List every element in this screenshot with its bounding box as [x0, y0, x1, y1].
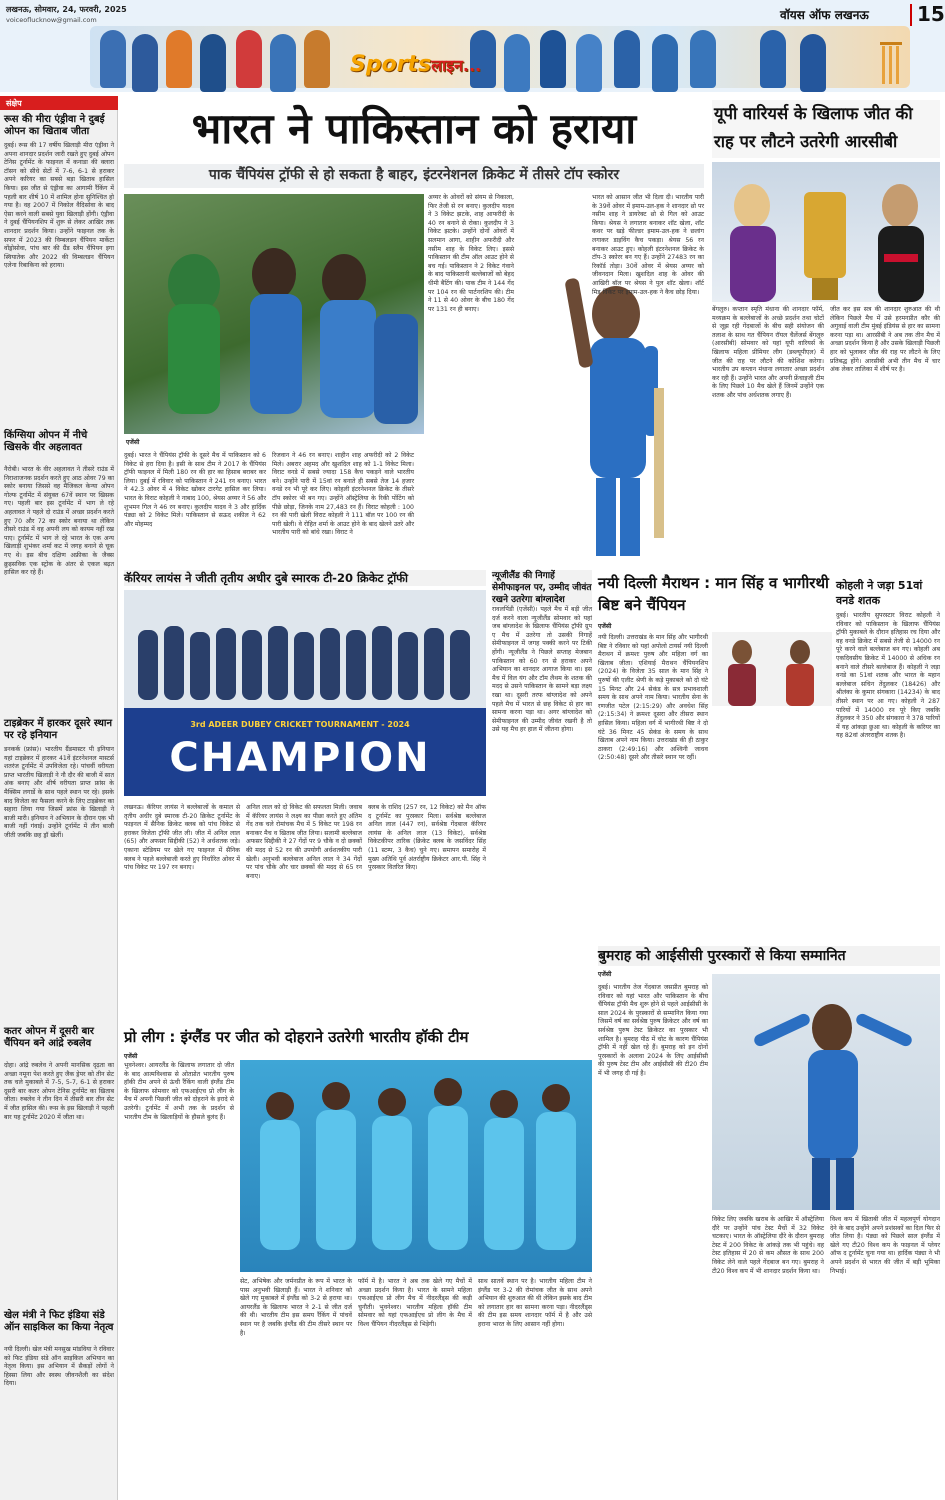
hockey-col-2: सेट, अभिषेक और जर्मनप्रीत के रूप में भारत के पास अनुभवी खिलाड़ी हैं। भारत ने शनिवार को खेले गए मुकाबले में इंग्लैंड को 3-2 से हराया था। आयरलैंड के खिलाफ भारत ने 2-1 से जीत दर्ज की थी। भारतीय टीम इस समय रैंकिंग में पांचवें स्थान पर है जबकि इंग्लैंड की टीम तीसरे स्थान पर है। — [240, 1278, 352, 1337]
brief-body: दोहा। आंद्रे रुबलेव ने अपनी मानसिक दृढ़ता का अच्छा नमूना पेश करते हुए जैक ड्रेपर को तीन सेट तक चले मुकाबले में 7-5, 5-7, 6-1 से हराकर दूसरी बार कतर ओपन टेनिस टूर्नामेंट का खिताब जीता। रुबलेव ने तीन दिन में तीसरी बार तीन सेट में जीत हासिल की। रूस के इस खिलाड़ी ने पहली बार यह टूर्नामेंट 2020 में जीता था। — [4, 1062, 114, 1121]
main-headline[interactable]: भारत ने पाकिस्तान को हराया — [191, 104, 637, 153]
hockey-credit: एजेंसी — [124, 1053, 138, 1060]
brief-headline[interactable]: कतर ओपन में दूसरी बार चैंपियन बने आंद्रे रुबलेव — [4, 1026, 94, 1049]
section-title: Sportsलाइन... — [350, 52, 482, 77]
player-figure — [166, 30, 192, 88]
player-figure — [270, 34, 296, 92]
bumrah-col-2: विकेट लिए जबकि खराब के आखिर में ऑस्ट्रेलिया दौरे पर उन्होंने पांच टेस्ट मैचों में 32 विकेट चटकाए। भारत के ऑस्ट्रेलिया दौरे के दौरान बुमराह टेस्ट में 200 विकेट के आंकड़े तक भी पहुंचे। वह टेस्ट इतिहास में 20 से कम औसत के साथ 200 विकेट लेने वाले पहले गेंदबाज बन गए। बुमराह ने टी20 विश्व कप में भी शानदार प्रदर्शन किया था। — [712, 1216, 824, 1275]
hockey-headline[interactable]: प्रो लीग : इंग्लैंड पर जीत को दोहराने उतरेगी भारतीय हॉकी टीम — [124, 1028, 469, 1046]
kohli-celebration-photo — [516, 258, 712, 556]
kohli-headline[interactable]: कोहली ने जड़ा 51वां वनडे शतक — [836, 579, 923, 607]
dateline: लखनऊ, सोमवार, 24, फरवरी, 2025 — [6, 5, 127, 14]
bumrah-celebration-photo — [712, 974, 940, 1210]
bumrah-headline[interactable]: बुमराह को आईसीसी पुरस्कारों से किया सम्मानित — [598, 946, 940, 966]
marathon-credit: एजेंसी — [598, 623, 612, 630]
main-story-col-1: दुबई। भारत ने चैंपियंस ट्रॉफी के दूसरे मैच में पाकिस्तान को 6 विकेट से हरा दिया है। इसी के साथ टीम ने 2017 के चैंपियंस ट्रॉफी फाइनल में मिली 180 रन की हार का हिसाब बराबर कर लिया। दुबई में रविवार को पाकिस्तान ने 241 रन बनाए। भारत ने 42.3 ओवर में 4 विकेट खोकर टारगेट हासिल कर लिया। भारत के विराट कोहली ने नाबाद 100, श्रेयस अय्यर ने 56 और शुभमन गिल ने 46 रन बनाए। कुलदीप यादव ने 3 और हार्दिक पंड्या को 2 विकेट मिले। पाकिस्तान से सऊद शकील ने 62 और मोहम्मद — [124, 452, 266, 528]
player-figure — [576, 34, 602, 92]
player-figure — [800, 34, 826, 92]
player-figure — [200, 34, 226, 92]
player-figure — [236, 30, 262, 88]
marathon-headline[interactable]: नयी दिल्ली मैराथन : मान सिंह व भागीरथी बिष्ट बने चैंपियन — [598, 574, 829, 614]
brief-headline[interactable]: टाइब्रेकर में हारकर दूसरे स्थान पर रहे इनियान — [4, 718, 113, 741]
champion-col-1: लखनऊ। कॅरियर लायंस ने बल्लेबाजों के कमाल से तृतीय अधीर दुबे स्मारक टी-20 क्रिकेट टूर्नामेंट के फाइनल में सैनिक क्रिकेट क्लब को पांच विकेट से हराकर विजेता ट्रॉफी जीत ली। जीत में अनिल लाल (65) और अफसर सिद्दीकी (52) ने अर्धशतक जड़े। एकाना स्टेडियम पर खेले गए फाइनल में सैनिक क्लब ने पहले बल्लेबाजी करते हुए निर्धारित ओवर में पांच विकेट पर 197 रन बनाए। — [124, 804, 240, 872]
page-number: 15 — [917, 2, 945, 26]
hockey-col-3: फॉर्म में है। भारत ने अब तक खेले गए मैचों में अच्छा प्रदर्शन किया है। भारत के सामने महिला एफआईएच प्रो लीग मैच में नीदरलैंड्स की कड़ी चुनौती। भुवनेश्वर। भारतीय महिला हॉकी टीम सोमवार को यहां एफआईएच प्रो लीग के मैच में विश्व चैंपियन नीदरलैंड्स से भिड़ेगी। — [358, 1278, 472, 1328]
player-figure — [540, 30, 566, 88]
rcb-story-col-1: बेंगलुरु। कप्तान स्मृति मंधाना की शानदार फॉर्म, मध्यक्रम के बल्लेबाजों के अच्छे प्रदर्शन तथा चोटों से जूझ रही गेंदबाजों के बीच सही संयोजन की तलाश के साथ गत चैंपियन रॉयल चैलेंजर्स बेंगलुरु (आरसीबी) सोमवार को यहां यूपी वारियर्स के खिलाफ महिला प्रीमियर लीग (डब्ल्यूपीएल) में जीत की राह पर लौटने की कोशिश करेगा। भारतीय उप कप्तान मंधाना लगातार अच्छा प्रदर्शन कर रही हैं। उन्होंने भारत और अपनी फ्रेंचाइजी टीम के लिए पिछले 10 मैच खेले हैं जिनमें उन्होंने एक शतक और पांच अर्धशतक लगाए हैं। — [712, 306, 824, 399]
champion-banner-word: CHAMPION — [169, 735, 431, 781]
briefs-column — [0, 96, 118, 1500]
bumrah-col-1: दुबई। भारतीय तेज गेंदबाज जसप्रीत बुमराह को रविवार को यहां भारत और पाकिस्तान के बीच चैंपियंस ट्रॉफी मैच शुरू होने से पहले आईसीसी के साल 2024 के पुरस्कारों से सम्मानित किया गया जिसमें वर्ष का सर्वश्रेष्ठ पुरुष क्रिकेटर और वर्ष का सर्वश्रेष्ठ पुरुष टेस्ट क्रिकेटर का पुरस्कार भी शामिल है। बुमराह पीठ में चोट के कारण चैंपियंस ट्रॉफी में नहीं खेल रहे हैं। बुमराह को इन दोनों पुरस्कारों के अलावा 2024 के लिए आईसीसी की पुरुष टेस्ट टीम और आईसीसी की टी20 टीम में भी जगह दी गई है। — [598, 984, 708, 1077]
main-story-col-4: भारत को आसान जीत भी दिला दी। भारतीय पारी के 39वें ओवर में इमाम-उल-हक ने शानदार थ्रो पर नसीम शाह ने डायरेक्ट थ्रो से गिल को आउट किया। श्रेयस ने लगातार बनाकर शॉट खेला, शॉट कवर पर खड़े फील्डर इमाम-उल-हक ने छलांग लगाकर डाइविंग कैच पकड़ा। श्रेयस 56 रन बनाकर आउट हुए। कोहली इंटरनेशनल क्रिकेट के टॉप-3 स्कोरर बन गए हैं। उन्होंने 27483 रन का रिकॉर्ड तोड़ा। 30वें ओवर में श्रेयस अय्यर को जीवनदान मिला। खुशदिल शाह के ओवर की आखिरी बॉल पर श्रेयस ने पुल शॉट खेला। शॉर्ट मिड विकेट पर इमाम-उल-हक ने कैच छोड़ दिया। — [592, 194, 704, 296]
marathon-col-1: नयी दिल्ली। उत्तराखंड के मान सिंह और भागीरथी बिष्ट ने रविवार को यहां अपोलो टायर्स नयी दिल्ली मैराथन में क्रमशः पुरुष और महिला वर्ग का खिताब जीता। एशियाई मैराथन चैंपियनशिप (2024) के विजेता 35 साल के मान सिंह ने पुरुषों की एलीट श्रेणी के कड़े मुकाबले को दो घंटे 15 मिनट और 24 सेकंड के सत्र प्रभावशाली समय के साथ अपने नाम किया। भारतीय सेना के रणजीत पटेल (2:15:29) और अवधेश सिंह (2:15:34) ने क्रमशः दूसरा और तीसरा स्थान हासिल किया। महिला वर्ग में भागीरथी बिष्ट ने दो घंटे 36 मिनट 45 सेकंड के समय के साथ खिताब अपने नाम किया। उत्तराखंड की ही ठाकुर ठाकरा (2:49:16) और अश्विनी जाधव (2:50:48) दूसरे और तीसरे स्थान पर रहीं। — [598, 634, 708, 762]
hockey-col-1: भुवनेश्वर। आयरलैंड के खिलाफ लगातार दो जीत के बाद आत्मविश्वास से ओतप्रोत भारतीय पुरुष हॉकी टीम अपने से ऊंची रैंकिंग वाली इंग्लैंड टीम के खिलाफ सोमवार को एफआईएच प्रो लीग के मैच में अपनी पिछली जीत को दोहराने के इरादे से उतरेगी। टूर्नामेंट में अभी तक के प्रदर्शन से भारतीय टीम के खिलाड़ियों के हौसले बुलंद हैं। — [124, 1062, 234, 1121]
brief-body: दुबई। रूस की 17 वर्षीय खिलाड़ी मीरा एंड्रीवा ने अपना शानदार प्रदर्शन जारी रखते हुए दुबई ओपन टेनिस टूर्नामेंट के फाइनल में कनाडा की क्लारा टॉसन को सीधे सेटों में 7-6, 6-1 से हराकर अपने करियर का सबसे बड़ा खिताब हासिल किया। इस जीत से एंड्रीवा का आगामी रैंकिंग में पहली बार शीर्ष 10 में शामिल होना सुनिश्चित हो गया है। वह 2007 में निकोल वैदिसोवा के बाद ऐसा करने वाली सबसे युवा खिलाड़ी होंगी। एंड्रीवा ने दुबई चैंपियनशिप में शुरू से लेकर आखिर तक शानदार प्रदर्शन किया। उन्होंने फाइनल तक के सफर में 2023 की विम्बलडन चैंपियन मार्केटा वोंड्रोसोवा, पांच बार की ग्रैंड स्लैम चैंपियन इगा स्वियातेक और 2022 की विम्बलडन चैंपियन एलेना रिबाकिना को हराया। — [4, 142, 114, 270]
player-figure — [652, 34, 678, 92]
champion-col-2: अनिल लाल को दो विकेट की सफलता मिली। जवाब में कॅरियर लायंस ने लक्ष्य का पीछा करते हुए अंतिम गेंद तक चले रोमांचक मैच में 5 विकेट पर 198 रन बनाकर मैच व खिताब जीत लिया। सलामी बल्लेबाज अफसर सिद्दीकी ने 27 गेंदों पर 9 चौके व दो छक्कों की मदद से 52 रन की उपयोगी अर्धशतकीय पारी खेली। अनुभवी बल्लेबाज अनिल लाल ने 34 गेंदों पर पांच चौके और चार छक्कों की मदद से 65 रन बनाए। — [246, 804, 362, 880]
marathon-winners-photo — [712, 632, 832, 706]
champion-banner-line: 3rd ADEER DUBEY CRICKET TOURNAMENT - 2024 — [190, 720, 410, 729]
brief-headline[interactable]: किंग्सिया ओपन में नीचे खिसके वीर अहलावत — [4, 430, 88, 453]
player-figure — [614, 30, 640, 88]
kohli-story: दुबई। भारतीय सुपरस्टार विराट कोहली ने रविवार को पाकिस्तान के खिलाफ चैंपियंस ट्रॉफी मुकाबले के दौरान इतिहास रच दिया और वह वनडे क्रिकेट में सबसे तेजी से 14000 रन पूरे करने वाले बल्लेबाज बन गए। कोहली अब एकदिवसीय क्रिकेट में 14000 से अधिक रन बनाने वाले तीसरे बल्लेबाज हैं। कोहली ने जड़ा वनडे का 51वां शतक और भारत के महान बल्लेबाज सचिन तेंदुलकर (18426) और श्रीलंका के कुमार संगकारा (14234) के बाद तीसरे स्थान पर आ गए। कोहली ने 287 पारियों में 14000 रन पूरे किए जबकि तेंदुलकर ने 350 और संगकारा ने 378 पारियों में यह आंकड़ा छुआ था। कोहली के करियर का यह 82वां अंतरराष्ट्रीय शतक है। — [836, 612, 941, 740]
stumps-icon — [880, 40, 902, 84]
brief-body: डनकर्क (फ्रांस)। भारतीय ग्रैंडमास्टर पी इनियान यहां टाइब्रेकर में हारकर 41वें इंटरनेशनल मास्टर्स शतरंज टूर्नामेंट में उपविजेता रहे। पांचवीं वरीयता प्राप्त भारतीय खिलाड़ी ने नौ दौर की बाजी में सात अंक बनाए और शीर्ष वरीयता प्राप्त फ्रांस के मैक्सिम लगार्डे के साथ पहले स्थान पर रहे। इसके बाद विजेता का फैसला करने के लिए टाइब्रेकर का सहारा लिया गया जिसमें फ्रांस के खिलाड़ी ने बाजी मारी। इनियान ने अभियान के दौरान एक भी बाजी नहीं गंवाई। उन्होंने टूर्नामेंट में तीन बाजी जीती जबकि छह ड्रॉ खेलीं। — [4, 746, 114, 839]
masthead — [0, 0, 945, 92]
brief-body: नयी दिल्ली। खेल मंत्री मनसुख मांडविया ने रविवार को फिट इंडिया संडे ऑन साइकिल अभियान का नेतृत्व किया। इस अभियान में सैकड़ों लोगों ने हिस्सा लिया और स्वस्थ जीवनशैली का संदेश दिया। — [4, 1346, 114, 1388]
player-figure — [760, 30, 786, 88]
brief-headline[interactable]: रूस की मीरा एंड्रीवा ने दुबई ओपन का खिताब जीता — [4, 114, 105, 137]
nz-headline[interactable]: न्यूजीलैंड की निगाहें सेमीफाइनल पर, उम्मीद जीवंत रखने उतरेगा बांग्लादेश — [492, 571, 592, 605]
brief-body: नैरोबी। भारत के वीर अहलावत ने तीसरे राउंड में निराशाजनक प्रदर्शन करते हुए आठ ओवर 79 का स्कोर बनाया जिससे वह मैजिकल केन्या ओपन गोल्फ टूर्नामेंट में संयुक्त 67वें स्थान पर खिसक गए। पहली बार इस टूर्नामेंट में भाग ले रहे अहलावत ने पहले दो राउंड में अच्छा प्रदर्शन करते हुए 70 और 72 का स्कोर बनाया था लेकिन तीसरे राउंड में वह अपनी लय को कायम नहीं रख पाए। टूर्नामेंट में भाग ले रहे भारत के एक अन्य खिलाड़ी शुभंकर शर्मा कट में जगह बनाने से चूक गए थे। इस बीच दक्षिण अफ्रीका के जैक्स क्रुइसविक एक स्ट्रोक के अंतर से एकल बढ़त हासिल कर रहे हैं। — [4, 466, 114, 577]
player-figure — [132, 34, 158, 92]
champion-col-3: क्लब के राशिद (257 रन, 12 विकेट) को मैन ऑफ द टूर्नामेंट का पुरस्कार मिला। सर्वश्रेष्ठ बल्लेबाज अनिल लाल (447 रन), सर्वश्रेष्ठ गेंदबाज कॅरियर लायंस के अनिल लाल (13 विकेट), सर्वश्रेष्ठ विकेटकीपर तारिक (क्रिकेट क्लब के जसविंदर सिंह (11 स्टम्प, 3 कैच) चुने गए। समापन समारोह में मुख्य अतिथि पूर्व अंतर्राष्ट्रीय क्रिकेटर आर.पी. सिंह ने पुरस्कार वितरित किए। — [368, 804, 486, 872]
bumrah-col-3: विश्व कप में खिताबी जीत में महत्वपूर्ण योगदान देने के बाद उन्होंने अपने प्रशंसकों का दिल फिर से जीत लिया है। पंड्या को पिछले साल इंग्लैंड में खेले गए टी20 विश्व कप के फाइनल में प्लेयर ऑफ द टूर्नामेंट चुना गया था। हार्दिक पंड्या ने भी अपने प्रदर्शन से भारत की जीत में बड़ी भूमिका निभाई। — [830, 1216, 940, 1275]
newspaper-brand: वॉयस ऑफ लखनऊ — [780, 8, 869, 22]
rcb-headline[interactable]: यूपी वारियर्स के खिलाफ जीत की राह पर लौटने उतरेगी आरसीबी — [712, 100, 940, 158]
player-figure — [504, 34, 530, 92]
champion-headline[interactable]: कॅरियर लायंस ने जीती तृतीय अधीर दुबे स्मारक टी-20 क्रिकेट ट्रॉफी — [124, 570, 486, 586]
player-figure — [690, 30, 716, 88]
team-huddle-photo — [124, 194, 424, 434]
rcb-story-col-2: जीत कर इस सत्र की शानदार शुरुआत की थी लेकिन पिछले मैच में उसे हरमनप्रीत कौर की अगुवाई वाली टीम मुंबई इंडियंस से हार का सामना करना पड़ा था। आरसीबी ने अब तक तीन मैच में अच्छा प्रदर्शन किया है और उसके खिलाड़ी पिछली हार को भुलाकर जीत की राह पर लौटने के लिए प्रतिबद्ध होंगे। आरसीबी अभी तीन मैच में चार अंक लेकर तालिका में शीर्ष पर है। — [830, 306, 940, 374]
hockey-col-4: साथ सातवें स्थान पर है। भारतीय महिला टीम ने इंग्लैंड पर 3-2 की रोमांचक जीत के साथ अपने अभियान की शुरुआत की थी लेकिन इसके बाद टीम को लगातार हार का सामना करना पड़ा। नीदरलैंड्स की टीम इस समय शानदार फॉर्म में है और उसे हराना भारत के लिए आसान नहीं होगा। — [478, 1278, 592, 1328]
photo-credit: एजेंसी — [126, 439, 140, 446]
briefs-tag: संक्षेप — [0, 96, 118, 110]
player-figure — [304, 30, 330, 88]
contact-email[interactable]: voiceoflucknow@gmail.com — [6, 16, 97, 24]
brand-separator — [910, 4, 912, 26]
bumrah-credit: एजेंसी — [598, 971, 612, 978]
brief-headline[interactable]: खेल मंत्री ने फिट इंडिया संडे ऑन साइकिल का किया नेतृत्व — [4, 1310, 114, 1333]
main-story-col-2: रिजवान ने 46 रन बनाए। शाहीन शाह अफरीदी को 2 विकेट मिले। अबरार अहमद और खुशदिल शाह को 1-1 विकेट मिला। विराट वनडे में सबसे ज्यादा 158 कैच पकड़ने वाले भारतीय बने। उन्होंने पारी में 15वां रन बनाते ही सबसे तेज 14 हजार वनडे रन भी पूरे कर लिए। कोहली इंटरनेशनल क्रिकेट के तीसरे टॉप स्कोरर भी बन गए। उन्होंने ऑस्ट्रेलिया के रिकी पोंटिंग को पीछे छोड़ा, जिनके नाम 27,483 रन हैं। विराट कोहली : 100 रन की पारी खेली विराट कोहली ने 111 बॉल पर 100 रन की पारी खेली। वे रोहित शर्मा के आउट होने के बाद खेलने उतरे और भारतीय पारी को बांधे रखा। विराट ने — [272, 452, 414, 537]
nz-story: रावलपिंडी (एजेंसी)। पहले मैच में बड़ी जीत दर्ज करने वाला न्यूजीलैंड सोमवार को यहां जब बांग्लादेश के खिलाफ चैंपियंस ट्रॉफी ग्रुप ए मैच में उतरेगा तो उसकी निगाहें सेमीफाइनल में जगह पक्की करने पर टिकी होंगी। न्यूजीलैंड ने पिछले सप्ताह मेजबान पाकिस्तान को 60 रन से हराकर अपने अभियान का शानदार आगाज किया था। इस मैच में विल यंग और टॉम लैथम के शतक की मदद से उसने पाकिस्तान के सामने बड़ा लक्ष्य रखा था। दूसरी तरफ बांग्लादेश को अपने पहले मैच में भारत से छह विकेट से हार का सामना करना पड़ा था। अगर बांग्लादेश को सेमीफाइनल की उम्मीद जीवंत रखनी है तो उसे यह मैच हर हाल में जीतना होगा। — [492, 606, 592, 734]
captains-trophy-photo — [712, 162, 940, 302]
player-figure — [100, 30, 126, 88]
hockey-team-photo — [240, 1060, 592, 1272]
main-subheadline: पाक चैंपियंस ट्रॉफी से हो सकता है बाहर, इंटरनेशनल क्रिकेट में तीसरे टॉप स्कोरर — [124, 164, 704, 188]
main-story-col-3: अय्यर के ओवरों को संयम से निकाला, फिर तेजी से रन बनाए। कुलदीप यादव ने 3 विकेट झटके, शाह आफरीदी के 40 रन बनाने से रोका। कुलदीप ने 3 विकेट झटके। उन्होंने दोनों ओवरों में सलमान आगा, शाहीन अफरीदी और नसीम शाह के विकेट लिए। इससे पाकिस्तान की टीम ऑल आउट होने से बच गई। पाकिस्तान ने 2 विकेट गंवाने के बाद पाकिस्तानी बल्लेबाजों को बेहद धीमी बैटिंग की। पाक टीम ने 144 गेंद पर 104 रन की पार्टनरशिप की। टीम ने 11 से 40 ओवर के बीच 180 गेंद पर 131 रन ही बनाए। — [428, 194, 514, 313]
